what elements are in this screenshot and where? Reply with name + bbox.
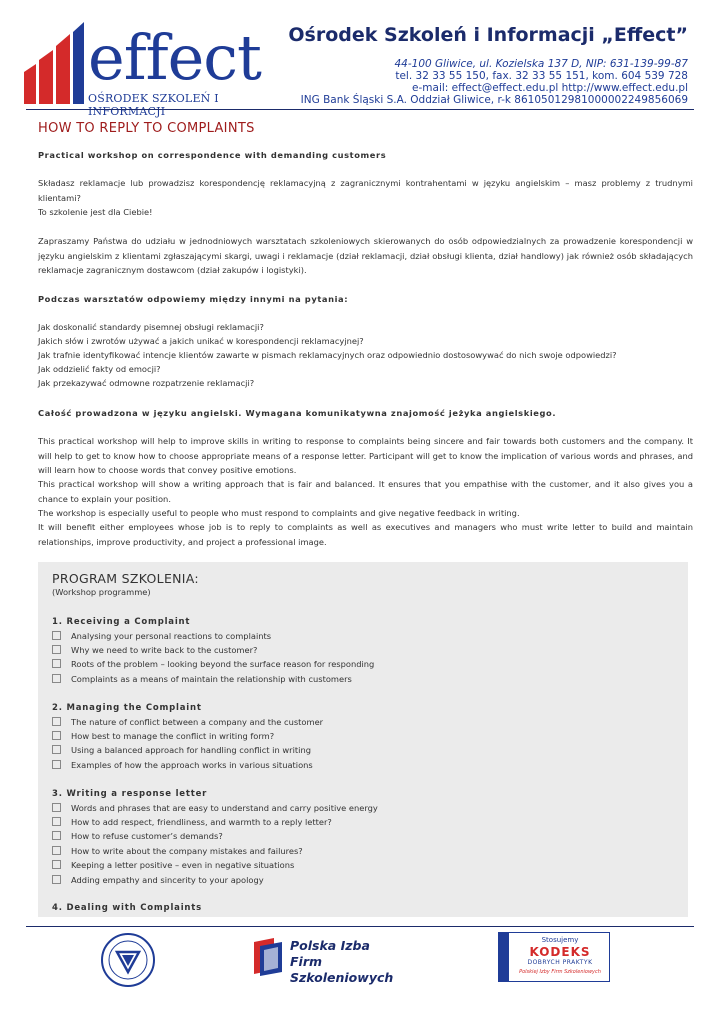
document-title: HOW TO REPLY TO COMPLAINTS: [38, 121, 255, 136]
org-contact: e-mail: effect@effect.edu.pl http://www.effect.edu.pl: [412, 82, 688, 94]
english-paragraph: It will benefit either employees whose job is to reply to complaints as well as executives and managers who must write letter to build and maintain relationships, improve productivity, and project a professional image.: [38, 522, 693, 547]
checkbox-bullet-icon: [52, 645, 61, 654]
programme-item-text: Using a balanced approach for handling conflict in writing: [71, 745, 311, 755]
programme-item-text: Keeping a letter positive – even in negative situations: [71, 860, 295, 870]
programme-item: [52, 831, 223, 841]
intro-paragraph: Składasz reklamacje lub prowadzisz korespondencję reklamacyjną z zagranicznymi kontrahentami w języku angielskim – masz problemy z trudnymi klientami?: [38, 178, 693, 203]
checkbox-bullet-icon: [52, 659, 61, 668]
kodeks-top: Stosujemy: [541, 936, 579, 944]
programme-item-text: How to refuse customer’s demands?: [71, 831, 223, 841]
programme-item: [52, 760, 313, 770]
programme-item-text: Complaints as a means of maintain the relationship with customers: [71, 674, 352, 684]
english-paragraph: This practical workshop will help to improve skills in writing to response to complaints being sincere and fair towards both customers and the company. It will help to get to know how to choose appropriate means of a response letter. Participant will get to know the implication of various words and phrases, and will learn how to choose words that convey positive emotions.: [38, 436, 693, 475]
programme-item-text: Analysing your personal reactions to complaints: [71, 631, 272, 641]
programme-item: [52, 717, 323, 727]
programme-subtitle: (Workshop programme): [52, 587, 151, 597]
checkbox-bullet-icon: [52, 674, 61, 683]
english-paragraph: This practical workshop will show a writing approach that is fair and balanced. It ensures that you empathise with the customer, and it also gives you a chance to explain your position.: [38, 479, 693, 504]
intro-callout: To szkolenie jest dla Ciebie!: [38, 207, 153, 217]
programme-item: [52, 731, 274, 741]
kodeks-main: KODEKS: [529, 945, 591, 959]
checkbox-bullet-icon: [52, 846, 61, 855]
question-item: Jak doskonalić standardy pisemnej obsługi reklamacji?: [38, 322, 264, 332]
footer-divider: [26, 926, 694, 927]
org-phones: tel. 32 33 55 150, fax. 32 33 55 151, kom. 604 539 728: [395, 70, 688, 82]
header-divider: [26, 109, 694, 110]
programme-item: [52, 674, 352, 684]
programme-item-text: Why we need to write back to the customer?: [71, 645, 258, 655]
pifs-line-1: Polska Izba: [290, 938, 370, 953]
programme-item-text: How best to manage the conflict in writing form?: [71, 731, 275, 741]
programme-item-text: How to add respect, friendliness, and warmth to a reply letter?: [71, 817, 332, 827]
programme-item-text: Examples of how the approach works in various situations: [71, 760, 313, 770]
checkbox-bullet-icon: [52, 760, 61, 769]
kodeks-sub: DOBRYCH PRAKTYK: [527, 959, 593, 966]
kodeks-org: Polskiej Izby Firm Szkoleniowych: [519, 969, 601, 975]
question-item: Jak trafnie identyfikować intencje klientów zawarte w pismach reklamacyjnych oraz odpowiednio dostosowywać do nich swoje odpowiedzi?: [38, 350, 617, 360]
logo-subtitle: OŚRODEK SZKOLEŃ I INFORMACJI: [88, 92, 219, 118]
english-paragraph: The workshop is especially useful to people who must respond to complaints and give negative feedback in writing.: [38, 508, 520, 518]
programme-item: [52, 631, 271, 641]
pifs-name: [290, 938, 422, 986]
org-address: 44-100 Gliwice, ul. Kozielska 137 D, NIP: 631-139-99-87: [394, 58, 688, 70]
programme-item: [52, 645, 257, 655]
question-item: Jak oddzielić fakty od emocji?: [38, 364, 161, 374]
programme-item: [52, 846, 303, 856]
programme-section-heading: 2. Managing the Complaint: [52, 703, 202, 713]
checkbox-bullet-icon: [52, 745, 61, 754]
pifs-logo: [252, 936, 422, 985]
tuv-certificate-seal-icon: [100, 932, 156, 988]
programme-item-text: Roots of the problem – looking beyond the surface reason for responding: [71, 659, 375, 669]
question-item: Jak przekazywać odmowne rozpatrzenie reklamacji?: [38, 378, 255, 388]
question-item: Jakich słów i zwrotów używać a jakich unikać w korespondencji reklamacyjnej?: [38, 336, 364, 346]
pifs-line-2: Firm Szkoleniowych: [290, 954, 394, 985]
programme-item-text: Adding empathy and sincerity to your apology: [71, 875, 264, 885]
org-bank: ING Bank Śląski S.A. Oddział Gliwice, r-k 86105012981000002249856069: [300, 94, 688, 106]
pifs-book-icon: [252, 936, 286, 976]
programme-title: PROGRAM SZKOLENIA:: [52, 571, 199, 586]
checkbox-bullet-icon: [52, 731, 61, 740]
questions-heading: Podczas warsztatów odpowiemy między innymi na pytania:: [38, 294, 349, 304]
checkbox-bullet-icon: [52, 860, 61, 869]
checkbox-bullet-icon: [52, 817, 61, 826]
effect-logo: [22, 21, 272, 118]
org-name: Ośrodek Szkoleń i Informacji „Effect”: [288, 24, 688, 46]
logo-bars-icon: [22, 22, 86, 106]
programme-item: [52, 659, 374, 669]
programme-item-text: Words and phrases that are easy to understand and carry positive energy: [71, 803, 378, 813]
invite-paragraph: Zapraszamy Państwa do udziału w jednodniowych warsztatach szkoleniowych skierowanych do osób odpowiedzialnych za prowadzenie korespondencji w języku angielskim z klientami zgłaszającymi skargi, uwagi i reklamacje (dział reklamacji, dział obsługi klienta, dział handlowy) jak również osób składających reklamacje zagranicznym dostawcom (dział zakupów i logistyki).: [38, 236, 693, 275]
programme-item-text: How to write about the company mistakes and failures?: [71, 846, 303, 856]
checkbox-bullet-icon: [52, 831, 61, 840]
kodeks-stripe: [499, 933, 509, 981]
checkbox-bullet-icon: [52, 875, 61, 884]
logo-word: effect: [88, 21, 261, 94]
checkbox-bullet-icon: [52, 803, 61, 812]
programme-section-heading: 3. Writing a response letter: [52, 789, 208, 799]
programme-item: [52, 817, 332, 827]
kodeks-badge: [498, 932, 610, 982]
checkbox-bullet-icon: [52, 717, 61, 726]
programme-section-heading: 4. Dealing with Complaints: [52, 903, 202, 913]
programme-item: [52, 860, 294, 870]
document-subtitle: Practical workshop on correspondence with demanding customers: [38, 150, 387, 160]
programme-item-text: The nature of conflict between a company and the customer: [71, 717, 324, 727]
programme-section-heading: 1. Receiving a Complaint: [52, 617, 191, 627]
programme-item: [52, 875, 264, 885]
programme-item: [52, 803, 378, 813]
programme-item: [52, 745, 311, 755]
language-note: Całość prowadzona w języku angielski. Wymagana komunikatywna znajomość jeżyka angielskiego.: [38, 408, 557, 418]
checkbox-bullet-icon: [52, 631, 61, 640]
